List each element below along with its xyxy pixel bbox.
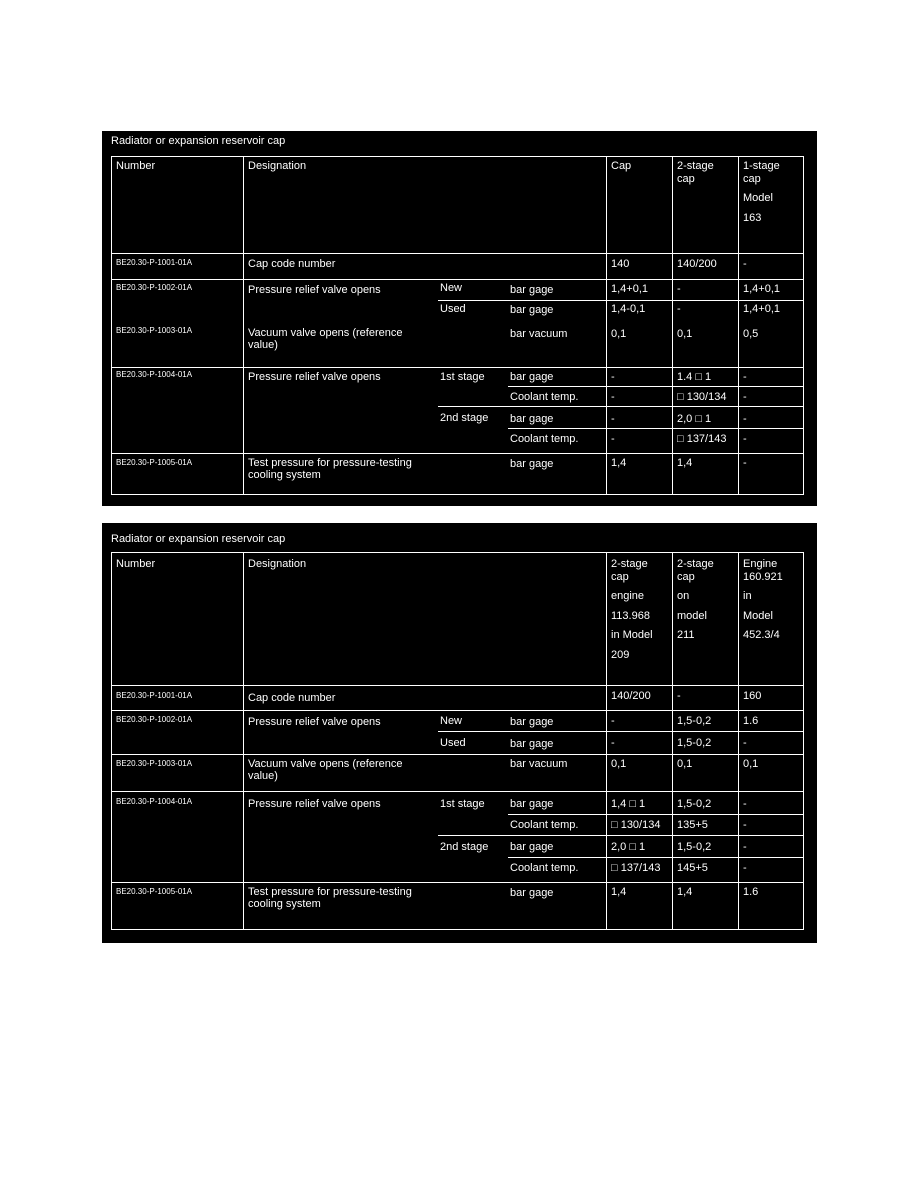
- table-grid: [111, 552, 804, 930]
- row-number: BE20.30-P-1001-01A: [116, 691, 193, 700]
- cell: 1.6: [743, 886, 759, 898]
- cell: 2,0 □ 1: [611, 841, 646, 853]
- cell: 0,5: [743, 328, 759, 340]
- cell: -: [743, 862, 747, 874]
- cell: -: [743, 737, 747, 749]
- cell: 1,4: [677, 886, 693, 898]
- condition: 2nd stage: [440, 412, 489, 424]
- condition: New: [440, 715, 463, 727]
- unit: Coolant temp.: [510, 862, 579, 874]
- cell: -: [611, 737, 615, 749]
- row-designation: Pressure relief valve opens: [248, 716, 381, 728]
- unit: bar gage: [510, 887, 554, 899]
- unit: bar gage: [510, 304, 554, 316]
- cell: 135+5: [677, 819, 708, 831]
- table-title: Radiator or expansion reservoir cap: [111, 533, 286, 545]
- cell: 2,0 □ 1: [677, 413, 712, 425]
- cell: □ 130/134: [611, 819, 661, 831]
- row-designation: Cap code number: [248, 692, 336, 704]
- unit: bar gage: [510, 458, 554, 470]
- cell: 140: [611, 258, 630, 270]
- cell: -: [677, 303, 681, 315]
- cell: 0,1: [611, 758, 627, 770]
- cell: -: [743, 371, 747, 383]
- cell: -: [743, 413, 747, 425]
- spec-table-1: [102, 131, 817, 506]
- header-col1: 2-stage cap engine 113.968 in Model 209: [611, 558, 653, 661]
- row-designation: Vacuum valve opens (reference value): [248, 327, 403, 351]
- header-designation: Designation: [248, 558, 307, 570]
- header-number: Number: [116, 160, 156, 172]
- unit: bar vacuum: [510, 758, 568, 770]
- unit: bar gage: [510, 841, 554, 853]
- cell: -: [743, 841, 747, 853]
- condition: 2nd stage: [440, 841, 489, 853]
- row-number: BE20.30-P-1005-01A: [116, 458, 193, 467]
- cell: □ 130/134: [677, 391, 727, 403]
- header-col2: 2-stage cap: [677, 160, 714, 185]
- condition: 1st stage: [440, 798, 485, 810]
- row-number: BE20.30-P-1004-01A: [116, 370, 193, 379]
- cell: 1,5-0,2: [677, 841, 712, 853]
- cell: -: [743, 258, 747, 270]
- cell: -: [677, 690, 681, 702]
- cell: 1,4+0,1: [611, 283, 649, 295]
- header-designation: Designation: [248, 160, 307, 172]
- row-number: BE20.30-P-1003-01A: [116, 326, 193, 335]
- cell: □ 137/143: [611, 862, 661, 874]
- unit: bar vacuum: [510, 328, 568, 340]
- cell: 1,5-0,2: [677, 798, 712, 810]
- cell: -: [743, 391, 747, 403]
- row-number: BE20.30-P-1003-01A: [116, 759, 193, 768]
- cell: -: [611, 371, 615, 383]
- unit: bar gage: [510, 413, 554, 425]
- cell: 1,4: [677, 457, 693, 469]
- spec-table-2: [102, 523, 817, 943]
- cell: -: [743, 798, 747, 810]
- cell: 1,4+0,1: [743, 303, 781, 315]
- header-col2: 2-stage cap on model 211: [677, 558, 714, 641]
- unit: Coolant temp.: [510, 433, 579, 445]
- table-title: Radiator or expansion reservoir cap: [111, 135, 286, 147]
- cell: -: [611, 433, 615, 445]
- row-designation: Pressure relief valve opens: [248, 371, 381, 383]
- unit: bar gage: [510, 738, 554, 750]
- row-designation: Test pressure for pressure-testing cooling system: [248, 457, 412, 481]
- unit: Coolant temp.: [510, 819, 579, 831]
- cell: 0,1: [677, 328, 693, 340]
- cell: 0,1: [611, 328, 627, 340]
- cell: 1,5-0,2: [677, 715, 712, 727]
- cell: -: [611, 413, 615, 425]
- row-number: BE20.30-P-1004-01A: [116, 797, 193, 806]
- row-number: BE20.30-P-1002-01A: [116, 715, 193, 724]
- row-number: BE20.30-P-1005-01A: [116, 887, 193, 896]
- cell: 140/200: [611, 690, 651, 702]
- cell: 1,4+0,1: [743, 283, 781, 295]
- row-designation: Pressure relief valve opens: [248, 284, 381, 296]
- condition: 1st stage: [440, 371, 485, 383]
- header-col3: 1-stage cap Model 163: [743, 160, 780, 224]
- cell: 1.4 □ 1: [677, 371, 712, 383]
- cell: 140/200: [677, 258, 717, 270]
- cell: -: [743, 457, 747, 469]
- cell: 1,4-0,1: [611, 303, 646, 315]
- cell: 1,5-0,2: [677, 737, 712, 749]
- row-designation: Vacuum valve opens (reference value): [248, 758, 403, 782]
- row-designation: Test pressure for pressure-testing cooling system: [248, 886, 412, 910]
- cell: 145+5: [677, 862, 708, 874]
- row-number: BE20.30-P-1002-01A: [116, 283, 193, 292]
- cell: -: [743, 433, 747, 445]
- cell: -: [743, 819, 747, 831]
- cell: -: [611, 715, 615, 727]
- cell: 160: [743, 690, 762, 702]
- unit: bar gage: [510, 798, 554, 810]
- unit: Coolant temp.: [510, 391, 579, 403]
- cell: 1.6: [743, 715, 759, 727]
- unit: bar gage: [510, 284, 554, 296]
- row-number: BE20.30-P-1001-01A: [116, 258, 193, 267]
- table-grid: [111, 156, 804, 495]
- cell: 0,1: [677, 758, 693, 770]
- condition: New: [440, 282, 463, 294]
- cell: 1,4: [611, 457, 627, 469]
- header-col1: Cap: [611, 160, 632, 172]
- cell: 1,4: [611, 886, 627, 898]
- header-number: Number: [116, 558, 156, 570]
- condition: Used: [440, 303, 466, 315]
- row-designation: Pressure relief valve opens: [248, 798, 381, 810]
- row-designation: Cap code number: [248, 258, 336, 270]
- condition: Used: [440, 737, 466, 749]
- cell: -: [677, 283, 681, 295]
- cell: □ 137/143: [677, 433, 727, 445]
- cell: -: [611, 391, 615, 403]
- header-col3: Engine 160.921 in Model 452.3/4: [743, 558, 783, 641]
- cell: 1,4 □ 1: [611, 798, 646, 810]
- unit: bar gage: [510, 716, 554, 728]
- unit: bar gage: [510, 371, 554, 383]
- cell: 0,1: [743, 758, 759, 770]
